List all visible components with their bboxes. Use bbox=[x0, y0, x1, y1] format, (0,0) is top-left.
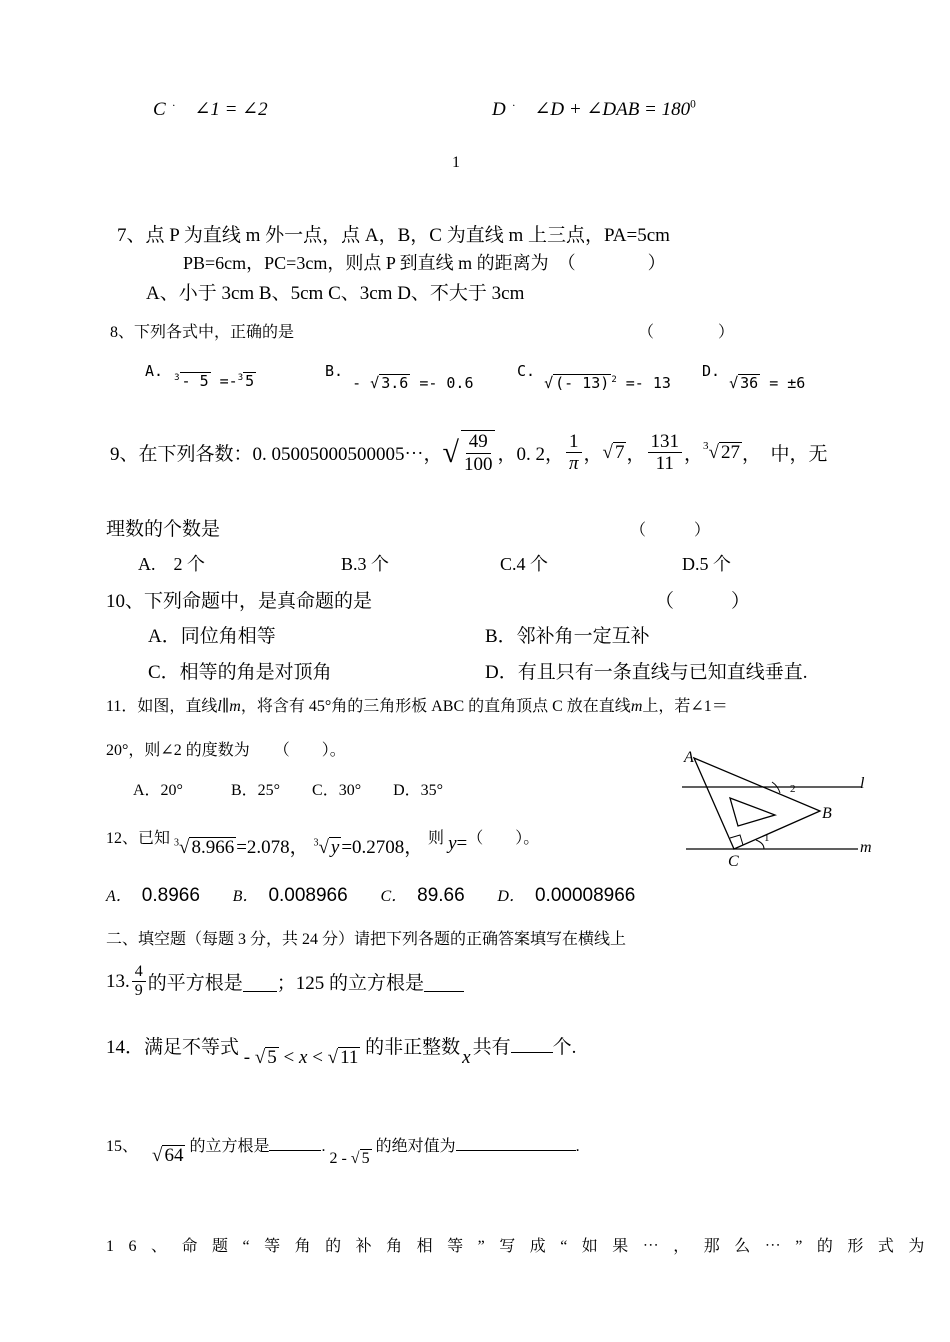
triangle-abc bbox=[694, 758, 820, 849]
q10-paren: （ ） bbox=[655, 591, 751, 612]
q15-line: 15、 √ 64 的立方根是 . 2 - √ 5 的绝对值为 . bbox=[106, 1133, 580, 1157]
q8-option-d: D. √ 36 = ±6 bbox=[702, 362, 806, 392]
q9-line2: 理数的个数是 bbox=[106, 519, 221, 540]
label-l: l bbox=[860, 775, 865, 792]
q11-line2: 20°，则∠2 的度数为 （ ）。 bbox=[106, 742, 346, 759]
label-b: B bbox=[822, 805, 832, 822]
q8-option-c: C. √ (- 13) $^2$ =- 13 bbox=[517, 362, 671, 392]
q13-line: 13. $\frac{4}{9}$ 的平方根是 ；125 的立方根是 bbox=[106, 963, 464, 1001]
q15-blank-1[interactable] bbox=[269, 1134, 321, 1151]
q10-option-d: D．有且只有一条直线与已知直线垂直. bbox=[485, 662, 808, 683]
prev-c-expr: ∠1 = ∠2 bbox=[194, 99, 268, 120]
q8-option-b: B. - √ 3.6 =- 0.6 bbox=[325, 362, 474, 392]
q10-option-b: B．邻补角一定互补 bbox=[485, 626, 650, 647]
q13-blank-1[interactable] bbox=[243, 972, 277, 992]
prev-d-sup: 0 bbox=[690, 98, 696, 111]
label-a: A bbox=[684, 749, 694, 766]
q13-blank-2[interactable] bbox=[424, 972, 464, 992]
q8-paren: （ ） bbox=[638, 324, 735, 341]
q9-cbrt27: 27 bbox=[720, 441, 740, 463]
section-2-heading: 二、填空题（每题 3 分，共 24 分）请把下列各题的正确答案填写在横线上 bbox=[106, 931, 627, 948]
q12-stem-line: 12、已知 $^3$√ 8.966 =2.078， $^3$√ y =0.2708， 则 y=（ ）。 bbox=[106, 830, 540, 858]
q16-line: 16、命题“等角的补角相等”写成“如果⋯，那么⋯”的形式为 bbox=[106, 1238, 939, 1255]
q14-line: 14．满足不等式 - √ 5 < x < √ 11 的非正整数 x 共有 个. bbox=[106, 1032, 576, 1059]
q7-line2: PB=6cm，PC=3cm，则点 P 到直线 m 的距离为 （ ） bbox=[183, 253, 666, 273]
angle-1-arc bbox=[756, 840, 764, 849]
q8-option-a: A. $^3$ - 5 =-$^3$ 5 bbox=[145, 362, 255, 390]
q13-frac-4-9: $\frac{4}{9}$ bbox=[132, 963, 146, 1001]
q9-option-d: D.5 个 bbox=[682, 554, 731, 574]
label-angle-2: 2 bbox=[790, 783, 796, 795]
q9-frac-1-pi: $\frac{1}{\pi}$ bbox=[566, 431, 582, 476]
prev-c-label: C bbox=[153, 99, 166, 120]
q9-option-c: C.4 个 bbox=[500, 554, 549, 574]
q8-a-label: A. bbox=[145, 362, 164, 380]
q8-c-label: C. bbox=[517, 362, 536, 380]
q9-frac-49-100: $\frac{49}{100}$ bbox=[461, 430, 496, 476]
q8-stem: 8、下列各式中，正确的是 bbox=[110, 324, 295, 341]
q9-stem-line: 9、在下列各数：0. 05005000500005⋯， √ $\frac{49}{100}$ ，0. 2， $\frac{1}{\pi}$ ， √ 7 ， $\frac{131}{11}$ ， $^3$ √ 27 ， 中，无 bbox=[110, 430, 828, 475]
q9-paren: （ ） bbox=[630, 522, 711, 539]
prev-d-label: D bbox=[492, 99, 506, 120]
q10-option-c: C．相等的角是对顶角 bbox=[148, 662, 332, 683]
q8-b-label: B. bbox=[325, 362, 344, 380]
q14-blank[interactable] bbox=[511, 1033, 553, 1053]
q9-sqrt7: 7 bbox=[614, 441, 625, 463]
q9-stem: 9、在下列各数：0. 05005000500005⋯， bbox=[110, 444, 443, 466]
q10-option-a: A．同位角相等 bbox=[148, 626, 276, 647]
prev-d-expr: ∠D + ∠DAB = 180 bbox=[534, 99, 691, 120]
q9-option-a: A. 2 个 bbox=[138, 554, 205, 574]
prev-option-d: D · ∠D + ∠DAB = $180^0$ bbox=[492, 98, 696, 120]
inner-triangle-hole bbox=[730, 798, 775, 826]
q11-triangle-figure bbox=[672, 742, 882, 872]
q7-line1: 7、点 P 为直线 m 外一点，点 A，B，C 为直线 m 上三点，PA=5cm bbox=[117, 225, 670, 246]
q11-options: A．20° B．25° C．30° D．35° bbox=[133, 782, 444, 799]
prev-option-c: C · ∠1 = ∠2 bbox=[153, 98, 268, 120]
q10-stem: 10、下列命题中，是真命题的是 bbox=[106, 591, 373, 612]
q12-options: A． 0.8966 B． 0.008966 C． 89.66 D． 0.00008966 bbox=[106, 885, 636, 906]
q7-options: A、小于 3cm B、5cm C、3cm D、不大于 3cm bbox=[146, 283, 525, 304]
label-m: m bbox=[860, 839, 872, 856]
q8-d-label: D. bbox=[702, 362, 721, 380]
label-c: C bbox=[728, 853, 739, 870]
label-angle-1: 1 bbox=[764, 832, 770, 844]
q12-stem: 12、已知 bbox=[106, 830, 171, 847]
q15-blank-2[interactable] bbox=[456, 1134, 576, 1151]
q9-option-b: B.3 个 bbox=[341, 554, 390, 574]
q9-frac-131-11: $\frac{131}{11}$ bbox=[648, 431, 683, 476]
page-number: 1 bbox=[452, 154, 460, 171]
q11-line1: 11．如图，直线l∥m，将含有 45°角的三角形板 ABC 的直角顶点 C 放在直线m上，若∠1＝ bbox=[106, 698, 728, 715]
